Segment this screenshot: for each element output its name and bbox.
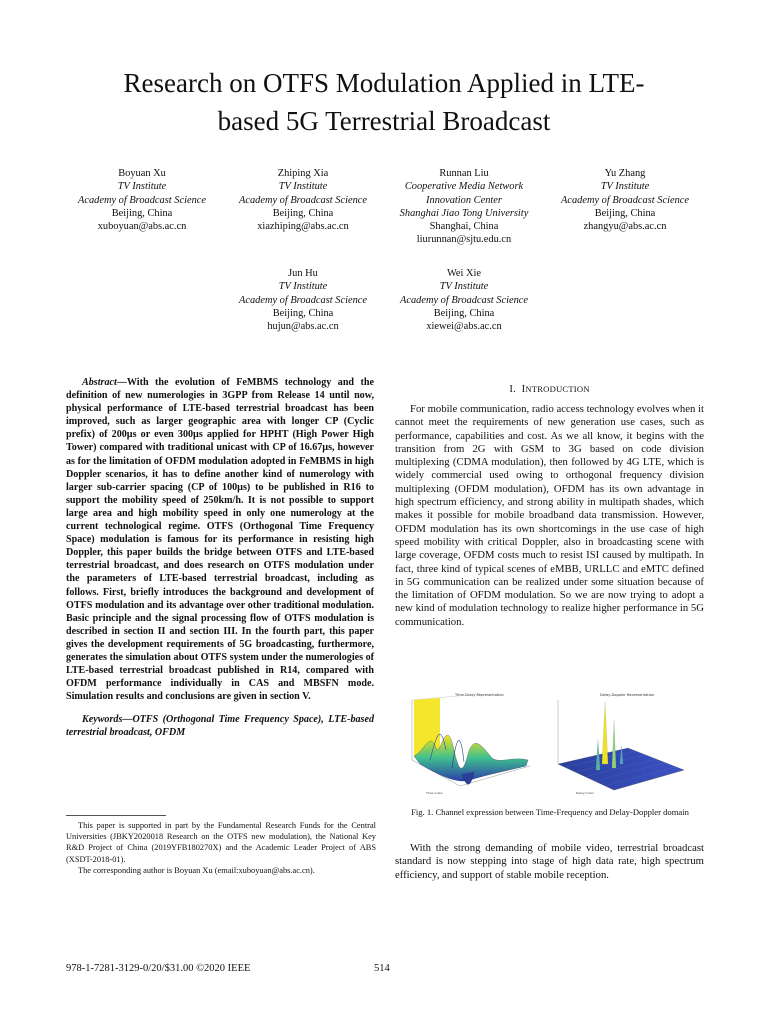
- author-location: Beijing, China: [111, 207, 173, 219]
- keywords-text: —OTFS (Orthogonal Time Frequency Space), LTE-based terrestrial broadcast, OFDM: [66, 714, 374, 739]
- title-line-1: Research on OTFS Modulation Applied in LTE-: [123, 68, 645, 98]
- intro-paragraph-2: With the strong demanding of mobile video, terrestrial broadcast standard is now stepping into stage of high data rate, high spectrum efficiency, and support of stable mobile reception.: [395, 842, 704, 881]
- title-line-2: based 5G Terrestrial Broadcast: [217, 106, 551, 136]
- keywords: [66, 713, 374, 739]
- section-title-rest: NTRODUCTION: [525, 384, 590, 394]
- intro-paragraph-1: For mobile communication, radio access technology evolves when it cannot meet the requirements of new generation use cases, such as performance, capabilities and cost. As we all know, it begins with the transition from 2G with GSM to 3G based on code division multiplexing (CDMA modulation), then followed by 4G LTE, which is widely commercial used owing to orthogonal frequency division multiplexing (OFDM modulation), OFDM has its own advantage in high spectrum efficiency, and strong ability in multipath shades, which makes it possible for mobile broadband data transmission. However, OFDM modulation has its own shortcomings in the use case of high speed mobility with critical Doppler, also in broadcasting scene with large coverage, OFDM costs much to resist ISI caused by multipath. In fact, three kind of typical scenes of eMBB, URLLC and eMTC defined in 5G communication can be realized under some situation because of the limitation of OFDM modulation. So we are now trying to adopt a new kind of modulation technology to realize higher performance in 5G communication.: [395, 403, 704, 628]
- author-location: Shanghai, China: [429, 221, 499, 233]
- section-number: I.: [509, 384, 516, 395]
- right-column: [395, 384, 704, 629]
- author-affiliation: TV Institute: [278, 181, 328, 193]
- author-name: Runnan Liu: [439, 168, 489, 179]
- author-email[interactable]: liurunnan@sjtu.edu.cn: [416, 234, 512, 246]
- author-email[interactable]: zhangyu@abs.ac.cn: [583, 221, 667, 233]
- author-name: Jun Hu: [288, 268, 318, 279]
- footnote-corresponding: The corresponding author is Boyuan Xu (email:xuboyuan@abs.ac.cn).: [78, 865, 315, 875]
- author-location: Beijing, China: [433, 307, 495, 319]
- right-column-continued: [395, 842, 704, 882]
- author-affiliation: TV Institute: [278, 281, 328, 293]
- left-plot-title: Time-Delay Representation: [455, 693, 504, 697]
- abstract: [66, 376, 374, 703]
- author-name: Yu Zhang: [604, 168, 646, 179]
- author-email[interactable]: xiazhiping@abs.ac.cn: [257, 221, 349, 233]
- author-block: [369, 267, 559, 333]
- paper-title: [60, 64, 708, 140]
- author-email[interactable]: xuboyuan@abs.ac.cn: [97, 221, 187, 233]
- abstract-text: —With the evolution of FeMBMS technology and the definition of new numerologies in 3GPP from Release 14 until now, physical performance of LTE-based terrestrial broadcast has been improved, such as larger geographic area with longer CP (Cyclic prefix) of 200µs or even 300µs applied for HPHT (High Power High Tower) compared with traditional unicast with CP of 16.67µs, however as for the limitation of OFDM modulation adopted in FeMBMS in high Doppler scenarios, it has to define another kind of numerology with larger sub-carrier spacing (CP of 100µs) to be published in R16 to support the mobility speed of 250km/h. It is not possible to support large area and high mobility speed in only one numerology at the current technological regime. OTFS (Orthogonal Time Frequency Space) modulation is famous for its performance in resisting high Doppler, this paper builds the bridge between OTFS and LTE-based terrestrial broadcast, and does research on OTFS modulation under the parameters of LTE-based terrestrial broadcast, including as follows. First, briefly introduces the background and development of OTFS modulation and its advantage over other traditional modulation. Basic principle and the signal processing flow of OTFS modulation is described in section II and section III. In the fourth part, this paper gives the development requirements of 5G broadcasting, furthermore, generates the simulation about OTFS system under the numerologies of LTE-based terrestrial broadcast published in R14, compared with OFDM performance individually in CAS and MBSFN mode. Simulation results and conclusions are given in section V.: [66, 377, 374, 703]
- author-affiliation: TV Institute: [117, 181, 167, 193]
- right-plot-title: Delay-Doppler Representation: [600, 693, 655, 697]
- footnote-funding: This paper is supported in part by the Fundamental Research Funds for the Central Universities (JBKY2020018 Research on the OTFS new modulation), the National Key R&D Project of China (2019YFB180270X) and the Academic Leader Project of ABS (XSDT-2018-01).: [66, 821, 376, 864]
- abstract-label: Abstract: [82, 377, 117, 388]
- footnote: [66, 820, 376, 876]
- author-affiliation: Academy of Broadcast Science: [238, 194, 367, 206]
- author-name: Zhiping Xia: [277, 168, 329, 179]
- author-affiliation: Academy of Broadcast Science: [77, 194, 206, 206]
- author-location: Beijing, China: [272, 307, 334, 319]
- keywords-label: Keywords: [82, 714, 123, 726]
- figure-1-caption: Fig. 1. Channel expression between Time-Frequency and Delay-Doppler domain: [411, 807, 689, 817]
- author-affiliation: Innovation Center: [426, 194, 502, 206]
- author-affiliation: Academy of Broadcast Science: [238, 294, 367, 306]
- left-column: [66, 376, 374, 740]
- author-affiliation: TV Institute: [439, 281, 489, 293]
- footnote-rule: [66, 815, 166, 816]
- copyright-line: 978-1-7281-3129-0/20/$31.00 ©2020 IEEE: [66, 963, 251, 974]
- author-block: [530, 167, 720, 233]
- author-email[interactable]: xiewei@abs.ac.cn: [426, 321, 502, 333]
- author-affiliation: Academy of Broadcast Science: [399, 294, 528, 306]
- author-name: Boyuan Xu: [118, 168, 166, 179]
- author-name: Wei Xie: [446, 268, 482, 279]
- left-plot-x-label: Time index: [426, 791, 443, 795]
- figure-1-image: [400, 690, 700, 800]
- author-email[interactable]: hujun@abs.ac.cn: [267, 321, 339, 333]
- page-number: 514: [374, 963, 390, 974]
- section-heading: [395, 384, 704, 395]
- author-affiliation: TV Institute: [600, 181, 650, 193]
- author-affiliation: Academy of Broadcast Science: [560, 194, 689, 206]
- figure-1: [400, 690, 700, 800]
- author-affiliation: Shanghai Jiao Tong University: [399, 207, 529, 219]
- author-affiliation: Cooperative Media Network: [404, 181, 524, 193]
- author-location: Beijing, China: [594, 207, 656, 219]
- right-plot-x-label: Delay index: [576, 791, 594, 795]
- section-title-initial: I: [521, 384, 526, 395]
- author-location: Beijing, China: [272, 207, 334, 219]
